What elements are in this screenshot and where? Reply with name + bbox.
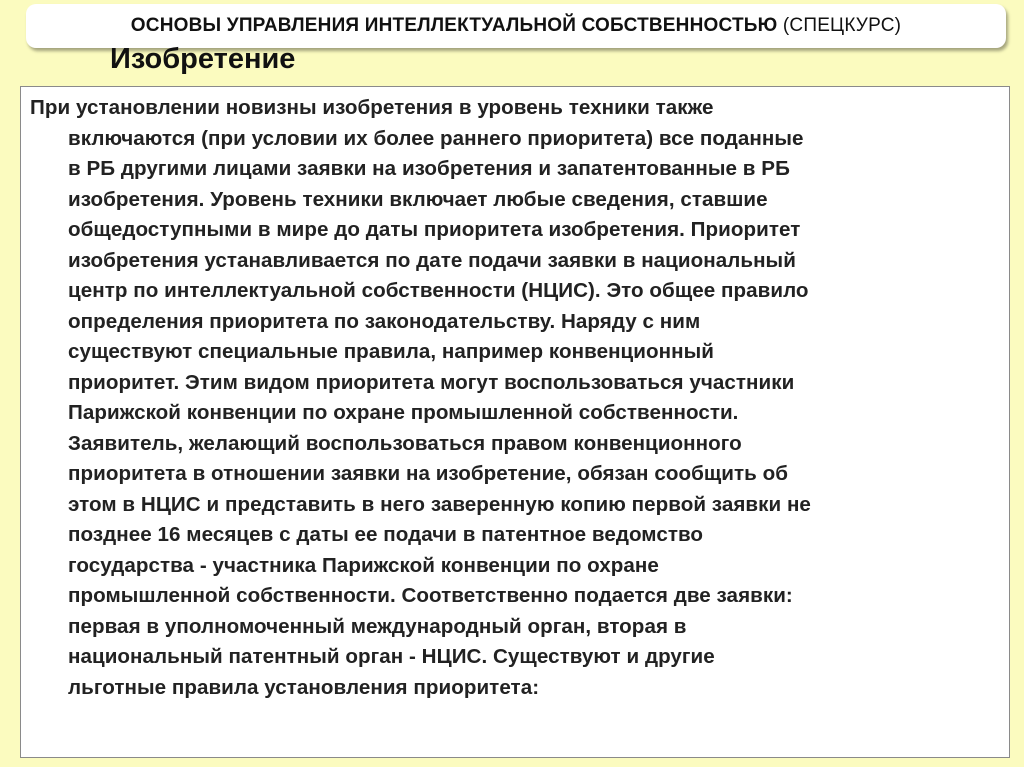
course-title — [131, 15, 901, 37]
course-title-main: ОСНОВЫ УПРАВЛЕНИЯ ИНТЕЛЛЕКТУАЛЬНОЙ СОБСТВЕННОСТЬЮ — [130, 15, 778, 36]
content-paragraph: При установлении новизны изобретения в уровень техники также включаются (при условии их более раннего приоритета) все поданные в РБ другими лицами заявки на изобретения и запатентованные в РБ изобретения. Уровень техники включает любые сведения, ставшие общедоступными в мире до даты приоритета изобретения. Приоритет изобретения устанавливается по дате подачи заявки в национальный центр по интеллектуальной собственности (НЦИС). Это общее правило определения приоритета по законодательству. Наряду с ним существуют специальные правила, например конвенционный приоритет. Этим видом приоритета могут воспользоваться участники Парижской конвенции по охране промышленной собственности. Заявитель, желающий воспользоваться правом конвенционного приоритета в отношении заявки на изобретение, обязан сообщить об этом в НЦИС и представить в него заверенную копию первой заявки не позднее 16 месяцев с даты ее подачи в патентное ведомство государства - участника Парижской конвенции по охране промышленной собственности. Соответственно подается две заявки: первая в уполномоченный международный орган, вторая в национальный патентный орган - НЦИС. Существуют и другие льготные правила установления приоритета: — [30, 96, 811, 699]
slide-title: Изобретение — [110, 43, 296, 75]
content-box — [20, 86, 1010, 758]
course-header — [26, 4, 1006, 48]
course-title-suffix: (СПЕЦКУРС) — [777, 15, 902, 36]
